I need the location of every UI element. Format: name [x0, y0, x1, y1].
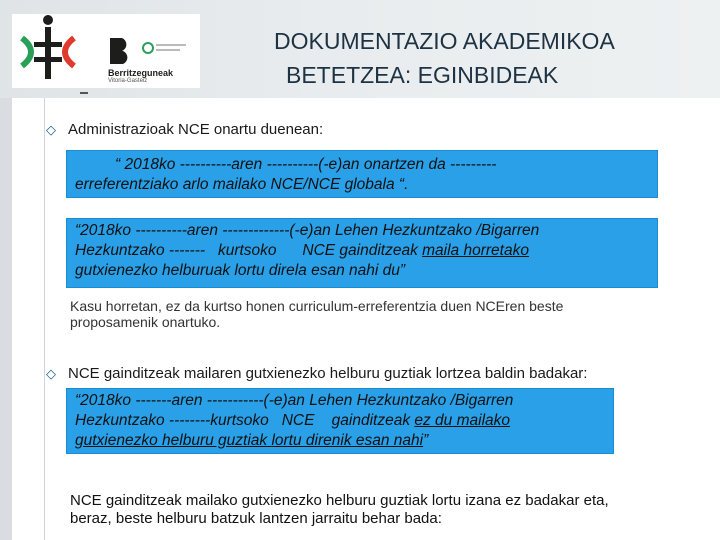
quote-box-3-line-3	[75, 431, 605, 451]
final-line-2: beraz, beste helburu batzuk lantzen jarraitu behar bada:	[70, 510, 442, 527]
logo-panel	[12, 14, 200, 88]
quote-box-1-line-2: erreferentziako arlo mailako NCE/NCE globala “.	[75, 176, 409, 193]
tick-mark	[80, 92, 88, 94]
quote-box-3-closing-quote: ”	[423, 432, 429, 449]
quote-box-1-line-1: “ 2018ko ----------aren ----------(-e)an onartzen da ---------	[115, 156, 497, 173]
logo-dot-icon	[43, 15, 53, 25]
quote-box-3-line-3-underlined: gutxienezko helburu guztiak lortu direnik esan nahi	[75, 432, 424, 449]
title-line-2: BETETZEA: EGINBIDEAK	[286, 62, 559, 88]
logo-main-text: Berritzeguneak	[108, 68, 174, 78]
quote-box-2-line-3: gutxienezko helburuak lortu direla esan nahi du”	[75, 262, 406, 279]
quote-box-3-line-2	[75, 411, 605, 431]
slide-title	[230, 24, 710, 92]
logo-sub-text: Vitoria-Gasteiz	[108, 78, 148, 84]
diamond-bullet-icon: ◇	[46, 122, 56, 137]
final-text	[70, 492, 710, 528]
quote-box-1	[66, 150, 658, 198]
note-line-2: proposamenik onartuko.	[70, 314, 221, 330]
quote-box-2-line-2	[75, 241, 649, 261]
quote-box-2-line-1: “2018ko ----------aren -------------(-e)an Lehen Hezkuntzako /Bigarren	[75, 222, 540, 239]
quote-box-2-underlined: maila horretako	[422, 242, 529, 259]
final-line-1: NCE gainditzeak mailako gutxienezko helburu guztiak lortu izana ez badakar eta,	[70, 492, 609, 509]
bullet-text-2: NCE gainditzeak mailaren gutxienezko helburu guztiak lortzea baldin badakar:	[68, 365, 588, 382]
bullet-item-1	[46, 120, 323, 139]
title-line-1: DOKUMENTAZIO AKADEMIKOA	[274, 28, 615, 54]
quote-box-3-line-1: “2018ko -------aren -----------(-e)an Lehen Hezkuntzako /Bigarren	[75, 392, 514, 409]
note-line-1: Kasu horretan, ez da kurtso honen curriculum-erreferentzia duen NCEren beste	[70, 298, 564, 314]
quote-box-2-line-2a: Hezkuntzako ------- kurtsoko NCE gainditzeak	[75, 242, 423, 259]
quote-box-3	[66, 388, 614, 454]
bullet-text-1: Administrazioak NCE onartu duenean:	[68, 121, 324, 138]
diamond-bullet-icon: ◇	[46, 366, 56, 381]
quote-box-3-underlined: ez du mailako	[414, 412, 511, 429]
note-text	[70, 298, 670, 330]
small-emblem-icon	[143, 43, 153, 53]
vertical-guide-line	[44, 98, 45, 540]
quote-box-2	[66, 218, 658, 288]
bullet-item-2	[46, 364, 587, 383]
quote-box-3-line-2a: Hezkuntzako --------kurtsoko NCE gainditzeak	[75, 412, 415, 429]
